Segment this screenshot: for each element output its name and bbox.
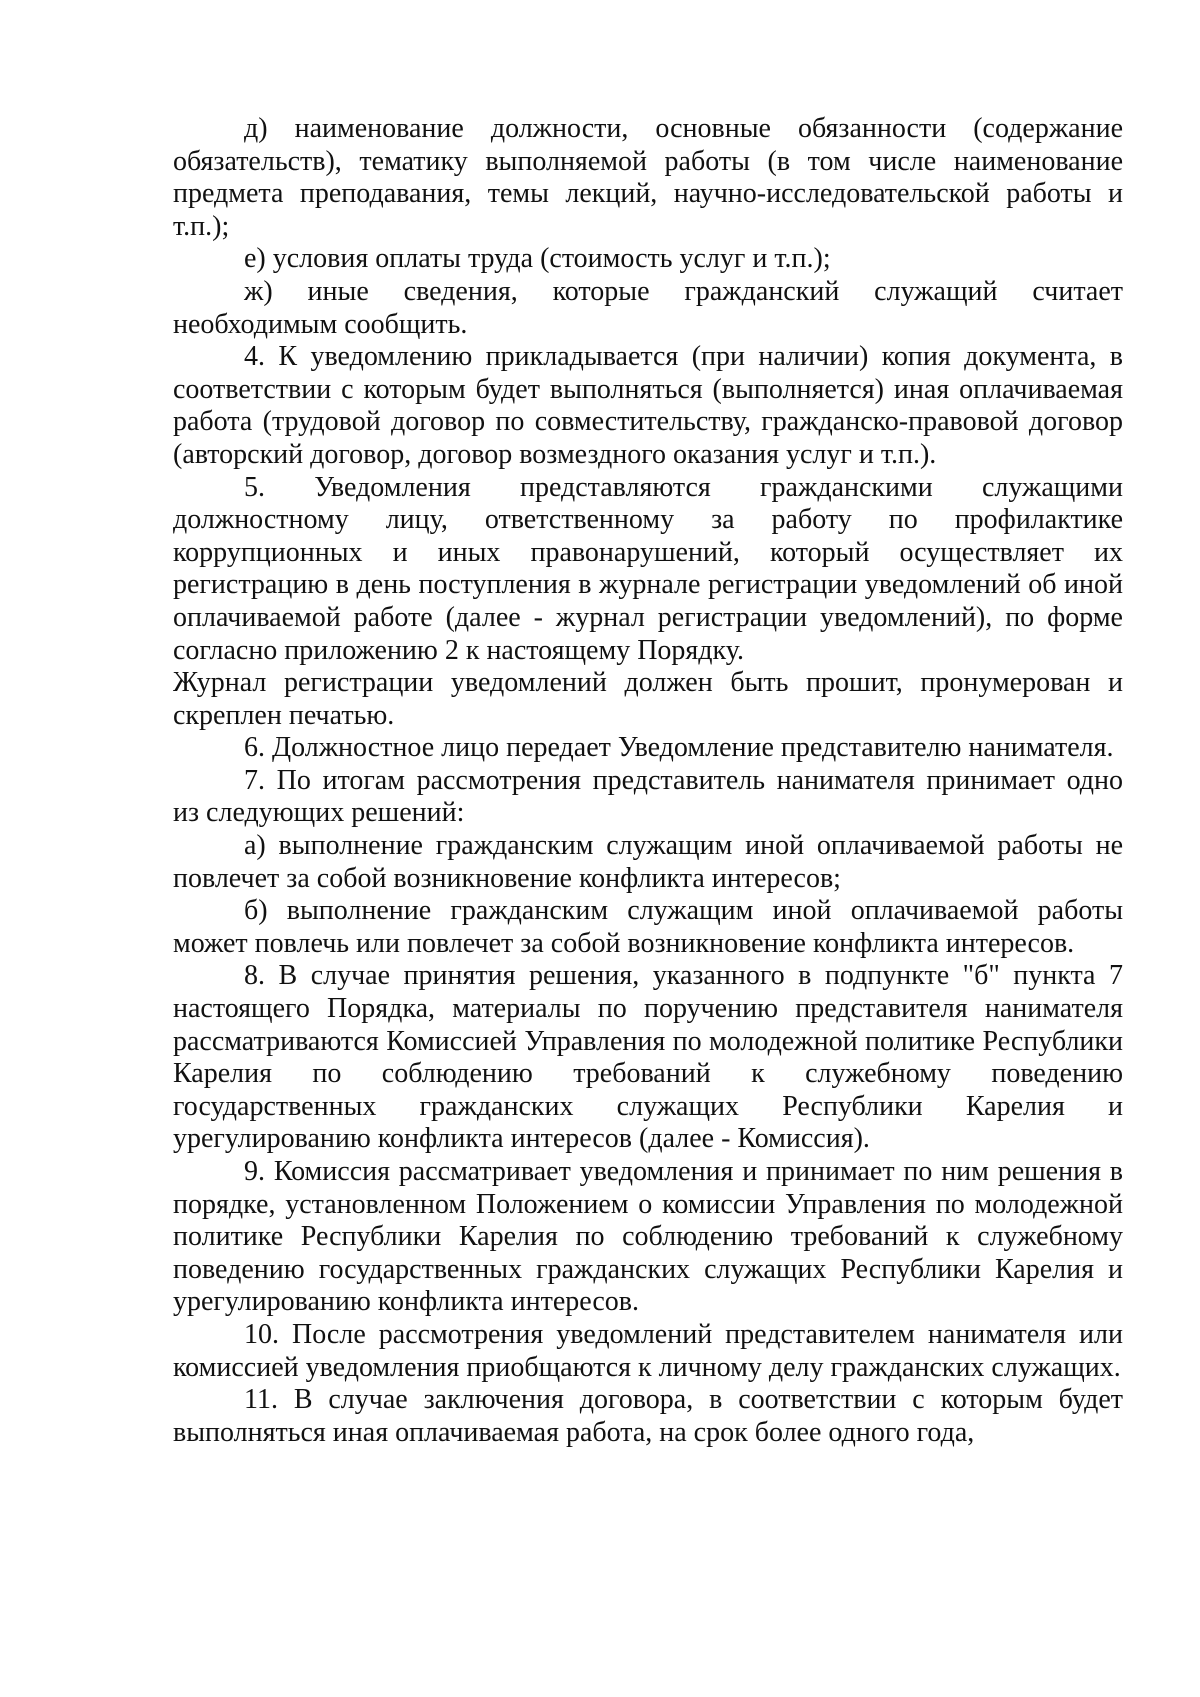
paragraph-clause-9: 9. Комиссия рассматривает уведомления и принимает по ним решения в порядке, установленном Положением о комиссии Управления по молодежной политике Республики Карелия по соблюдению требований к служебному поведению государственных гражданских служащих Республики Карелия и урегулированию конфликта интересов. — [173, 1156, 1123, 1318]
document-body — [173, 113, 1123, 1449]
paragraph-clause-4: 4. К уведомлению прикладывается (при наличии) копия документа, в соответствии с которым будет выполняться (выполняется) иная оплачиваемая работа (трудовой договор по совместительству, гражданско-правовой договор (авторский договор, договор возмездного оказания услуг и т.п.). — [173, 341, 1123, 470]
paragraph-item-b: б) выполнение гражданским служащим иной оплачиваемой работы может повлечь или повлечет за собой возникновение конфликта интересов. — [173, 895, 1123, 959]
paragraph-journal-note: Журнал регистрации уведомлений должен быть прошит, пронумерован и скреплен печатью. — [173, 667, 1123, 731]
paragraph-clause-11: 11. В случае заключения договора, в соответствии с которым будет выполняться иная оплачиваемая работа, на срок более одного года, — [173, 1384, 1123, 1448]
paragraph-clause-7: 7. По итогам рассмотрения представитель нанимателя принимает одно из следующих решений: — [173, 764, 1123, 829]
paragraph-clause-5: 5. Уведомления представляются гражданскими служащими должностному лицу, ответственному за работу по профилактике коррупционных и иных правонарушений, который осуществляет их регистрацию в день поступления в журнале регистрации уведомлений об иной оплачиваемой работе (далее - журнал регистрации уведомлений), по форме согласно приложению 2 к настоящему Порядку. — [173, 471, 1123, 666]
paragraph-item-e: е) условия оплаты труда (стоимость услуг и т.п.); — [244, 243, 831, 275]
paragraph-clause-8: 8. В случае принятия решения, указанного в подпункте "б" пункта 7 настоящего Порядка, материалы по поручению представителя нанимателя рассматриваются Комиссией Управления по молодежной политике Республики Карелия по соблюдению требований к служебному поведению государственных гражданских служащих Республики Карелия и урегулированию конфликта интересов (далее - Комиссия). — [173, 960, 1123, 1155]
paragraph-item-d: д) наименование должности, основные обязанности (содержание обязательств), тематику выполняемой работы (в том числе наименование предмета преподавания, темы лекций, научно-исследовательской работы и т.п.); — [173, 113, 1123, 242]
paragraph-clause-10: 10. После рассмотрения уведомлений представителем нанимателя или комиссией уведомления приобщаются к личному делу гражданских служащих. — [173, 1318, 1123, 1383]
paragraph-item-zh: ж) иные сведения, которые гражданский служащий считает необходимым сообщить. — [173, 275, 1123, 340]
paragraph-clause-6: 6. Должностное лицо передает Уведомление представителю нанимателя. — [244, 732, 1114, 764]
paragraph-item-a: а) выполнение гражданским служащим иной оплачиваемой работы не повлечет за собой возникновение конфликта интересов; — [173, 830, 1123, 894]
